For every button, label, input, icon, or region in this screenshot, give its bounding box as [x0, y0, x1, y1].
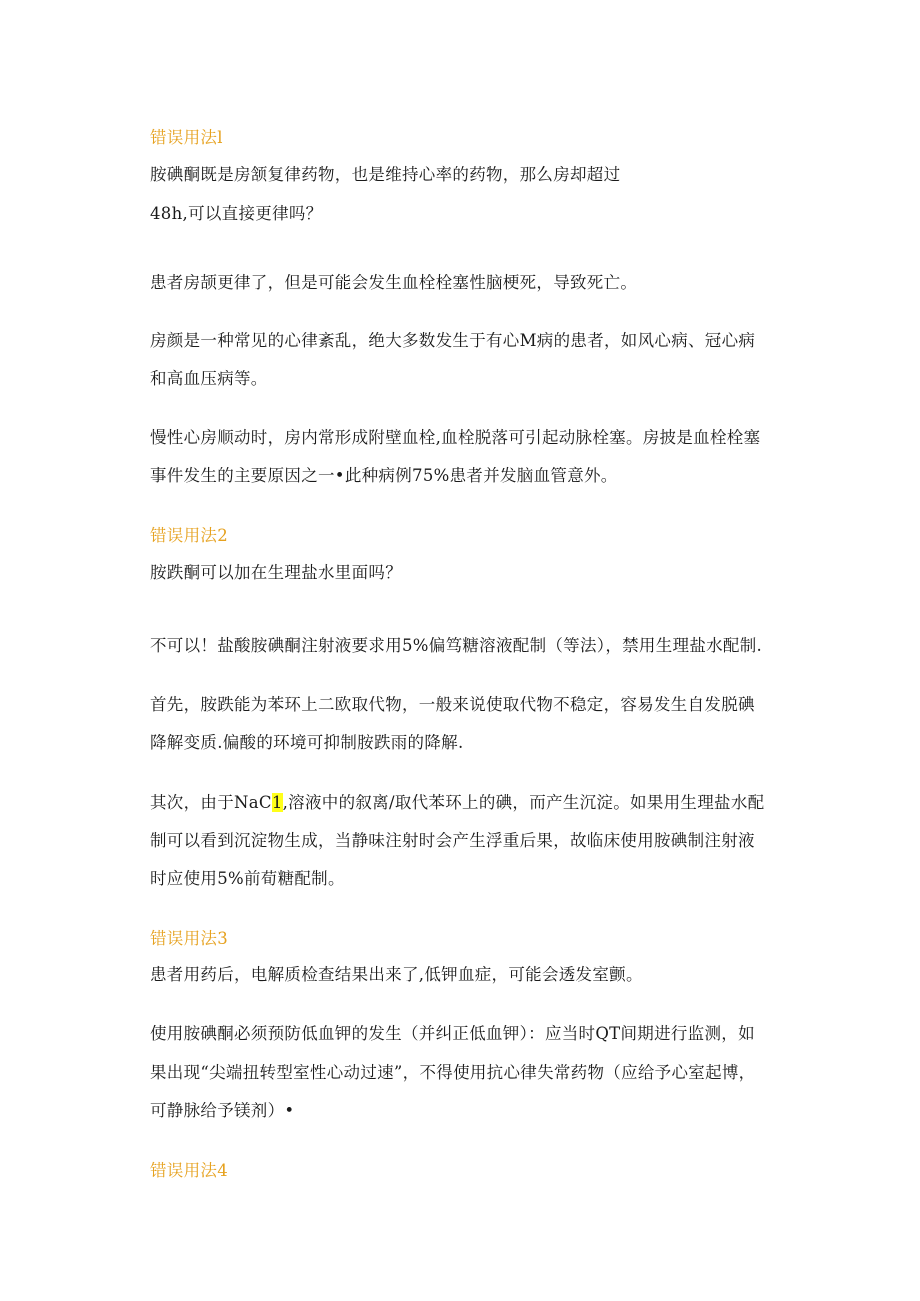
section-1-paragraph-3-line-1: 慢性心房顺动时，房内常形成附壁血栓,血栓脱落可引起动脉栓塞。房披是血栓栓塞: [150, 428, 761, 447]
section-1-paragraph-1: 患者房颉更律了，但是可能会发生血栓栓塞性脑梗死，导致死亡。: [150, 273, 638, 292]
section-1-paragraph-2-line-2: 和高血压病等。: [150, 369, 268, 388]
section-1-question-line-1: 胺碘酮既是房颔复律药物，也是维持心率的药物，那么房却超过: [150, 165, 621, 184]
section-4-heading: 错误用法4: [150, 1161, 228, 1180]
section-1-heading: 错误用法l: [150, 128, 223, 147]
section-1-paragraph-2-line-1: 房颜是一种常见的心律紊乱，绝大多数发生于有心M病的患者，如风心病、冠心病: [150, 331, 756, 350]
section-2-paragraph-2-line-2: 降解变质.偏酸的环境可抑制胺跌雨的降解.: [150, 733, 464, 752]
section-2-paragraph-1: 不可以！盐酸胺碘酮注射液要求用5%偏笃糖溶液配制（等法），禁用生理盐水配制.: [150, 636, 763, 655]
section-1-question-line-2: 48h,可以直接更律吗？: [150, 204, 323, 223]
section-3-paragraph-1-line-1: 使用胺碘酮必须预防低血钾的发生（并纠正低血钾）：应当时QT间期进行监测，如: [150, 1024, 755, 1043]
section-2-paragraph-3-line-1: [150, 792, 764, 814]
section-3-paragraph-1-line-2: 果出现“尖端扭转型室性心动过速”，不得使用抗心律失常药物（应给予心室起博，: [150, 1063, 756, 1082]
section-2-question: 胺跌酮可以加在生理盐水里面吗？: [150, 563, 402, 582]
section-3-heading: 错误用法3: [150, 929, 228, 948]
section-2-heading: 错误用法2: [150, 526, 228, 545]
section-2-paragraph-2-line-1: 首先，胺跌能为苯环上二欧取代物，一般来说使取代物不稳定，容易发生自发脱碘: [150, 695, 755, 714]
paragraph-text: ,溶液中的叙离/取代苯环上的碘，而产生沉淀。如果用生理盐水配: [282, 793, 765, 812]
section-2-paragraph-3-line-3: 时应使用5%前荀糖配制。: [150, 869, 345, 888]
paragraph-text: 其次，由于NaC: [150, 793, 272, 812]
section-1-paragraph-3-line-2: 事件发生的主要原因之一•此种病例75%患者并发脑血管意外。: [150, 466, 618, 485]
section-3-paragraph-1-line-3: 可静脉给予镁剂）•: [150, 1101, 295, 1120]
section-2-paragraph-3-line-2: 制可以看到沉淀物生成，当静味注射时会产生浮重后果，故临床使用胺碘制注射液: [150, 831, 755, 850]
section-3-question: 患者用药后，电解质检查结果出来了,低钾血症，可能会透发室颤。: [150, 965, 643, 984]
highlighted-text: 1: [271, 793, 283, 812]
